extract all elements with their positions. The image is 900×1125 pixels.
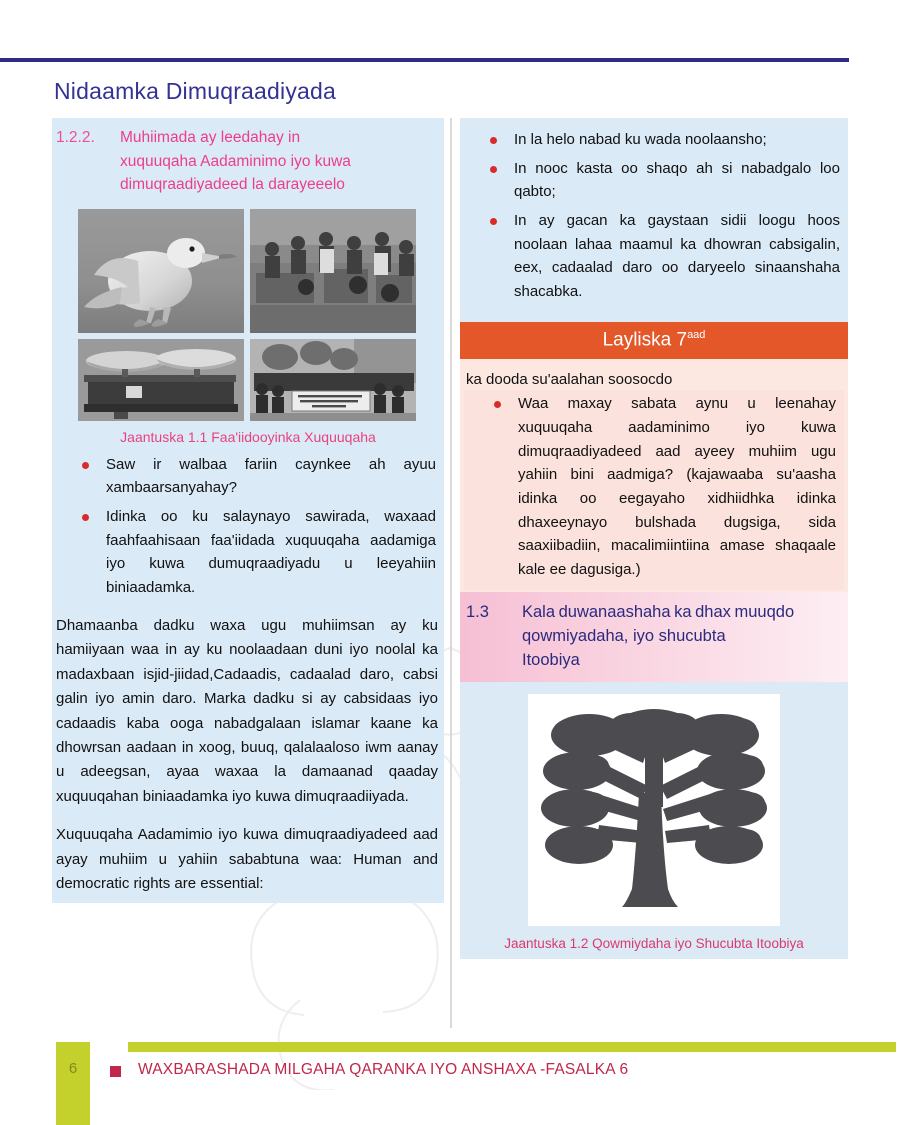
list-item: Waa maxay sabata aynu u leenahay xuquuqaha aadaminimo iyo kuwa dimuqraadiyadeed aad ayeey muhiim ugu yahiin bini aadmiga? (kajawaaba su'aasha idinka oo eegayaho xidhiidhka idinka dhaxeeynayo bulshada dugsiga, sida saaxiibadiin, macalimiintiina amase shaqaale kale ee dagusiga.) [490,392,836,582]
subsection-heading [52,118,444,207]
balance-scales-photo [78,339,244,421]
exercise-intro: ka dooda su'aalahan soosocdo [466,371,673,389]
figure-1-1-caption: Jaantuska 1.1 Faa'iidooyinka Xuquuqaha [52,425,444,451]
left-column [52,118,444,903]
list-item: Idinka oo ku salaynayo sawirada, waxaad faahfaahisaan faa'iidada xuquuqaha aadamiga iyo kuwa dumuqraadiyadu u leeyahiin biniaadamka. [78,505,436,600]
figure-1-2-caption: Jaantuska 1.2 Qowmiydaha iyo Shucubta Itoobiya [460,932,848,959]
figure-1-1-photos [52,207,444,425]
section-title-line-2: qowmiyadaha, iyo shucubta [522,626,726,645]
subsection-title-line-1: Muhiimada ay leedahay in [120,129,301,146]
section-number: 1.3 [466,602,489,621]
section-1-3-heading [460,592,848,682]
exercise-title: Layliska 7 [602,329,688,351]
footer-rule [128,1042,896,1052]
rights-benefits-list [460,126,848,312]
subsection-title-line-3: dimuqraadiyadeed la darayeeelo [120,176,345,194]
left-question-list [52,451,444,608]
list-item: Saw ir walbaa fariin caynkee ah ayuu xambaarsanyahay? [78,453,436,500]
figure-1-2-wrapper [460,682,848,932]
right-column [460,118,848,959]
exercise-title-ordinal: aad [687,328,706,341]
column-divider [450,118,452,1028]
top-rule [0,58,849,62]
body-paragraph-1: Dhamaanba dadku waxa ugu muhiimsan ay ku hamiiyaan waa in ay ku noolaadaan duni iyo noolal ka madaxbaan isjid-jiidad,Cadaadis, cadaalad daro, cabsi galin iyo amin daro. Marka dadku si ay cabsidaas iyo cadaadis kaba ooga nabadgalaan islamar kaane ka dhowrsan aadaan in xoog, buuq, qalalaaloso iwm aanay u adeegsan, ayaa waxaa la damaanad qaaday xuquuqahan biniaadamka iyo kuwa dimuqraadiiyada. [52,608,444,816]
body-paragraph-2: Xuquuqaha Aadamimio iyo kuwa dimuqraadiyadeed aad ayay muhiim u yahiin sababtuna waa: Human and democratic rights are essential: [52,815,444,902]
subsection-number: 1.2.2. [56,129,95,146]
demonstration-photo [250,339,416,421]
page-title: Nidaamka Dimuqraadiyada [54,78,337,104]
page-footer [0,1030,900,1125]
page-number-block [56,1042,90,1125]
dove-photo [78,209,244,333]
footer-title: WAXBARASHADA MILGAHA QARANKA IYO ANSHAXA -FASALKA 6 [138,1061,629,1078]
exercise-banner [460,322,848,359]
page-number: 6 [68,1060,78,1077]
list-item: In la helo nabad ku wada noolaansho; [486,128,840,152]
exercise-question-list [464,390,844,590]
list-item: In ay gacan ka gaystaan sidii loogu hoos noolaan lahaa maamul ka dhowran cabsigalin, eex, cadaalad daro oo daryeelo sinaanshaha shacabka. [486,209,840,304]
exercise-section [460,359,848,592]
subsection-title [120,126,436,197]
subsection-title-line-2: xuquuqaha Aadaminimo iyo kuwa [120,152,351,170]
list-item: In nooc kasta oo shaqo ah si nabadgalo loo qabto; [486,157,840,204]
section-title [522,600,842,672]
tree-diagram [528,694,780,926]
market-photo [250,209,416,333]
footer-square-marker [110,1066,121,1077]
section-title-line-1: Kala duwanaashaha ka dhax muuqdo [522,602,795,621]
section-title-line-3: Itoobiya [522,650,580,669]
rights-benefits-section [460,118,848,322]
